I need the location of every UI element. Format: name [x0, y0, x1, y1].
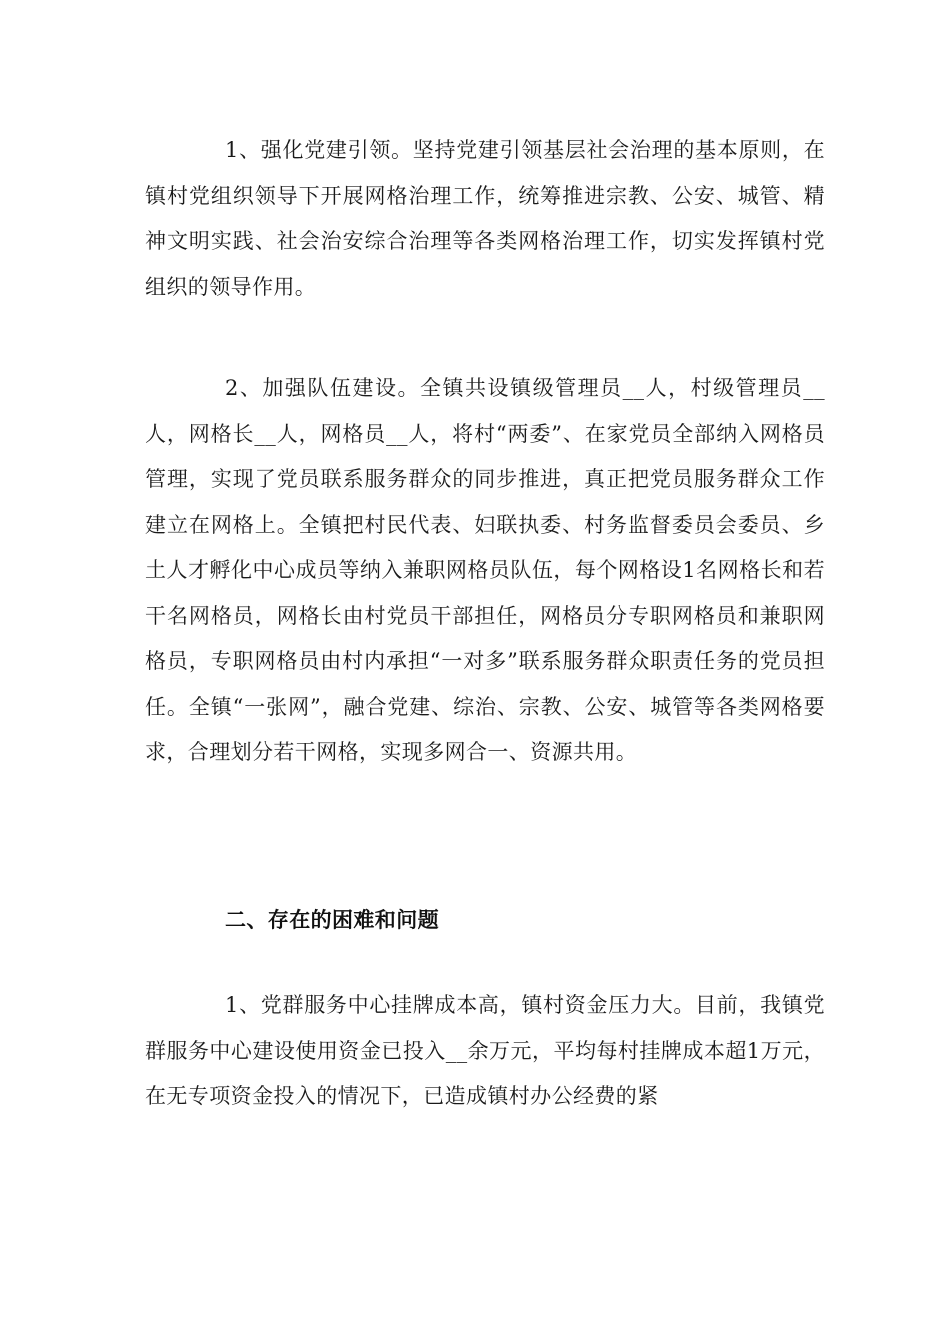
- paragraph-service-center-cost: 1、党群服务中心挂牌成本高，镇村资金压力大。目前，我镇党群服务中心建设使用资金已投入__余万元，平均每村挂牌成本超1万元，在无专项资金投入的情况下，已造成镇村办公经费的紧: [145, 993, 825, 1108]
- paragraph-strengthen-party-leadership: 1、强化党建引领。坚持党建引领基层社会治理的基本原则，在镇村党组织领导下开展网格治理工作，统筹推进宗教、公安、城管、精神文明实践、社会治安综合治理等各类网格治理工作，切实发挥镇村党组织的领导作用。: [145, 138, 825, 299]
- section-heading-difficulties: 二、存在的困难和问题: [225, 908, 439, 932]
- paragraph-team-building: 2、加强队伍建设。全镇共设镇级管理员__人，村级管理员__人，网格长__人，网格员__人，将村“两委”、在家党员全部纳入网格员管理，实现了党员联系服务群众的同步推进，真正把党员服务群众工作建立在网格上。全镇把村民代表、妇联执委、村务监督委员会委员、乡土人才孵化中心成员等纳入兼职网格员队伍，每个网格设1名网格长和若干名网格员，网格长由村党员干部担任，网格员分专职网格员和兼职网格员，专职网格员由村内承担“一对多”联系服务群众职责任务的党员担任。全镇“一张网”，融合党建、综治、宗教、公安、城管等各类网格要求，合理划分若干网格，实现多网合一、资源共用。: [145, 376, 825, 764]
